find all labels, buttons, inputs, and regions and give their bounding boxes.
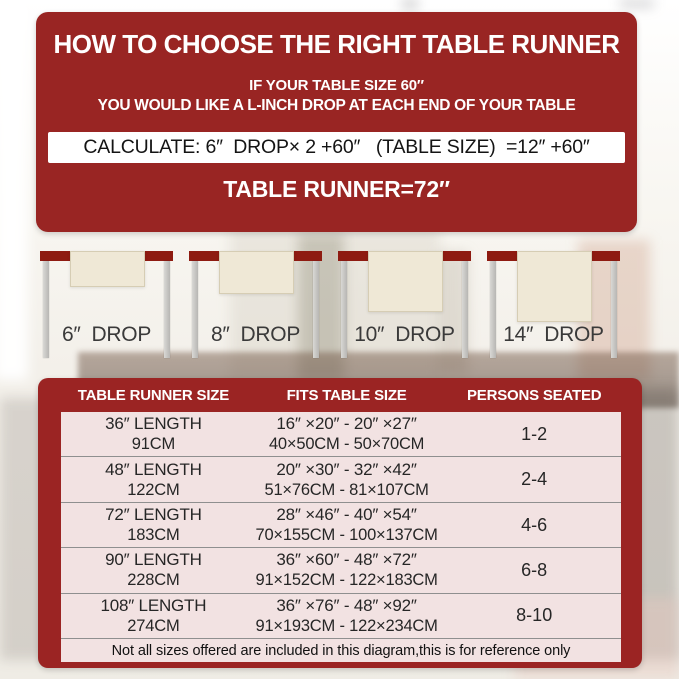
banner-subtitle-line1: IF YOUR TABLE SIZE 60″ xyxy=(249,77,424,94)
drop-label: 8″ DROP xyxy=(210,323,301,346)
persons-cell: 4-6 xyxy=(521,514,548,535)
runner-drape xyxy=(70,251,145,287)
runner-size-cell: 72″ LENGTH 183CM xyxy=(105,505,202,545)
persons-cell: 8-10 xyxy=(516,605,553,626)
size-chart xyxy=(38,378,642,668)
header-fits-table-size: FITS TABLE SIZE xyxy=(286,386,407,404)
fits-size-cell: 28″ ×46″ - 40″ ×54″ 70×155CM - 100×137CM xyxy=(255,505,438,545)
persons-cell: 6-8 xyxy=(521,559,548,580)
runner-drape xyxy=(219,251,294,294)
background-window-frame xyxy=(620,0,654,7)
calculation-result: TABLE RUNNER=72″ xyxy=(223,176,450,202)
banner-subtitle-line2: YOU WOULD LIKE A L-INCH DROP AT EACH END OF YOUR TABLE xyxy=(97,97,576,114)
drop-diagrams xyxy=(0,245,679,377)
fits-size-cell: 16″ ×20″ - 20″ ×27″ 40×50CM - 50×70CM xyxy=(268,414,425,454)
calculation-formula: CALCULATE: 6″ DROP× 2 +60″ (TABLE SIZE) =12″ +60″ xyxy=(48,132,625,163)
table-diagram-6in-drop xyxy=(40,251,173,377)
table-row xyxy=(61,457,621,502)
table-diagram-8in-drop xyxy=(189,251,322,377)
runner-drape xyxy=(517,251,592,322)
persons-cell: 1-2 xyxy=(521,423,548,444)
table-diagram-14in-drop xyxy=(487,251,620,377)
table-row xyxy=(61,412,621,457)
table-row xyxy=(61,548,621,593)
drop-label: 14″ DROP xyxy=(503,323,604,346)
table-diagram-10in-drop xyxy=(338,251,471,377)
runner-size-cell: 48″ LENGTH 122CM xyxy=(105,459,202,499)
table-row xyxy=(61,503,621,548)
runner-size-cell: 90″ LENGTH 228CM xyxy=(105,550,202,590)
runner-drape xyxy=(368,251,443,312)
header-persons-seated: PERSONS SEATED xyxy=(466,386,602,404)
fits-size-cell: 36″ ×76″ - 48″ ×92″ 91×193CM - 122×234CM xyxy=(255,595,438,635)
drop-label: 6″ DROP xyxy=(61,323,152,346)
drop-label: 10″ DROP xyxy=(354,323,455,346)
size-chart-header xyxy=(61,378,621,412)
persons-cell: 2-4 xyxy=(521,469,548,490)
runner-size-cell: 108″ LENGTH 274CM xyxy=(100,595,207,635)
table-row xyxy=(61,594,621,639)
runner-size-cell: 36″ LENGTH 91CM xyxy=(105,414,202,454)
fits-size-cell: 36″ ×60″ - 48″ ×72″ 91×152CM - 122×183CM xyxy=(255,550,438,590)
size-chart-footnote: Not all sizes offered are included in this diagram,this is for reference only xyxy=(111,642,571,659)
banner-title: HOW TO CHOOSE THE RIGHT TABLE RUNNER xyxy=(53,29,620,59)
header-runner-size: TABLE RUNNER SIZE xyxy=(77,386,230,404)
background-window-frame xyxy=(402,0,418,8)
fits-size-cell: 20″ ×30″ - 32″ ×42″ 51×76CM - 81×107CM xyxy=(264,459,429,499)
size-chart-body xyxy=(61,412,621,662)
instruction-banner xyxy=(36,12,637,232)
